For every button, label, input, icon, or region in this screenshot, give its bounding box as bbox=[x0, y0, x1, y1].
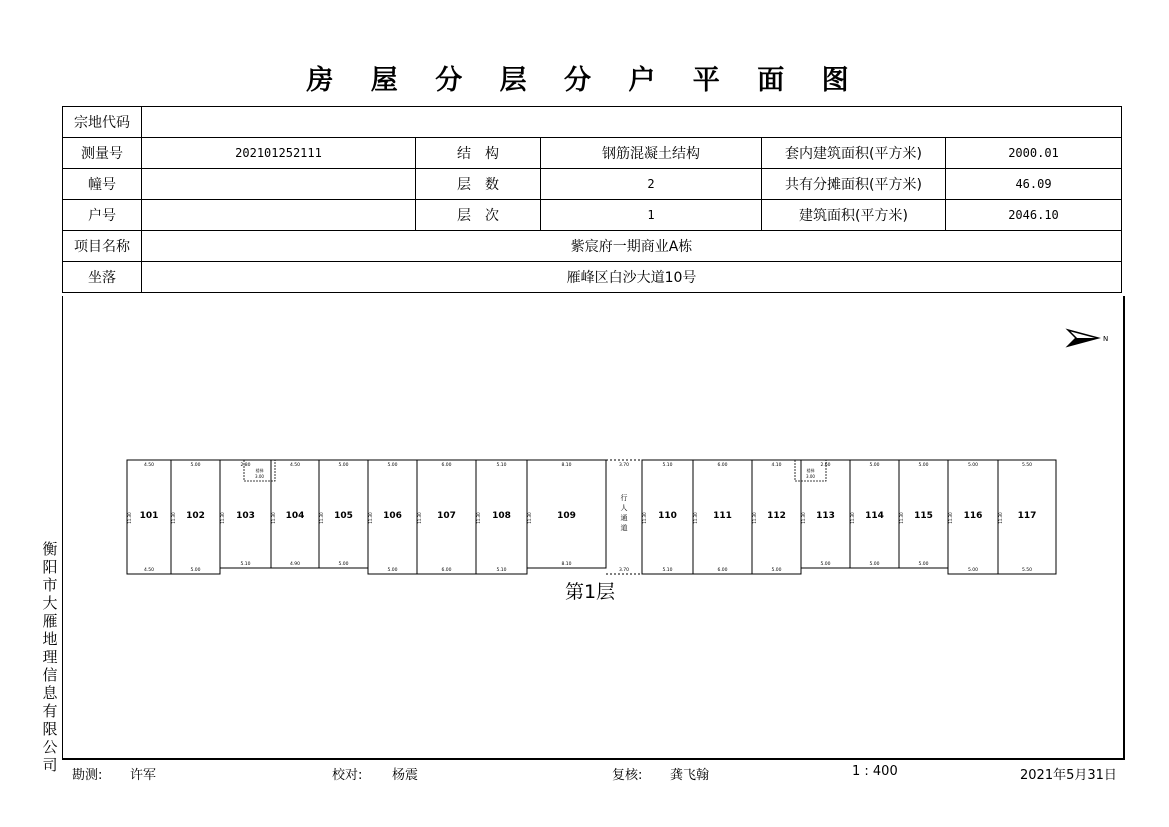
bottom-dimension: 5.00 bbox=[918, 562, 929, 567]
top-dimension: 5.50 bbox=[1021, 463, 1033, 468]
shared-area-label: 共有分摊面积(平方米) bbox=[762, 169, 946, 200]
unit-no-label: 户号 bbox=[63, 200, 142, 231]
company-name-vertical: 衡 阳 市 大 雁 地 理 信 息 有 限 公 司 bbox=[42, 540, 58, 774]
bottom-dimension: 3.70 bbox=[618, 568, 630, 573]
survey-no-label: 测量号 bbox=[63, 138, 142, 169]
room-label: 111 bbox=[713, 511, 732, 521]
bottom-dimension: 8.10 bbox=[561, 562, 572, 567]
bottom-dimension: 5.00 bbox=[190, 568, 201, 573]
page-title: 房 屋 分 层 分 户 平 面 图 bbox=[306, 65, 863, 96]
top-dimension: 5.00 bbox=[869, 463, 880, 468]
scale-text: 1 : 400 bbox=[852, 764, 898, 779]
stair-dimension: 3.00 bbox=[806, 474, 815, 479]
room-label: 104 bbox=[285, 511, 305, 521]
bottom-dimension: 4.90 bbox=[289, 562, 301, 567]
bottom-dimension: 5.00 bbox=[771, 568, 782, 573]
side-dimension: 11.30 bbox=[752, 512, 757, 524]
room-label: 108 bbox=[492, 511, 511, 521]
room-label: 110 bbox=[658, 511, 677, 521]
top-dimension: 5.00 bbox=[338, 463, 349, 468]
building-area-label: 建筑面积(平方米) bbox=[762, 200, 946, 231]
room-label: 117 bbox=[1017, 511, 1037, 521]
structure-label: 结 构 bbox=[416, 138, 541, 169]
side-dimension: 11.30 bbox=[220, 512, 225, 524]
room-label: 107 bbox=[437, 511, 456, 521]
inner-area-value: 2000.01 bbox=[946, 138, 1122, 169]
building-no-label: 幢号 bbox=[63, 169, 142, 200]
bottom-dimension: 6.00 bbox=[441, 568, 452, 573]
bottom-dimension: 5.10 bbox=[496, 568, 507, 573]
side-dimension: 11.30 bbox=[899, 512, 904, 524]
room-label: 103 bbox=[236, 511, 255, 521]
room-label: 道 bbox=[620, 524, 628, 532]
room-label: 通 bbox=[620, 514, 628, 522]
side-dimension: 11.30 bbox=[642, 512, 647, 524]
floor-value: 1 bbox=[541, 200, 762, 231]
top-dimension: 5.00 bbox=[918, 463, 929, 468]
side-dimension: 11.30 bbox=[271, 512, 276, 524]
checker-label: 校对: bbox=[332, 768, 363, 783]
side-dimension: 11.30 bbox=[127, 512, 132, 524]
room-label: 116 bbox=[963, 511, 983, 521]
bottom-dimension: 5.00 bbox=[967, 568, 979, 573]
top-dimension: 2.80 bbox=[240, 463, 251, 468]
reviewer-name: 龚飞翰 bbox=[670, 768, 710, 783]
bottom-dimension: 5.00 bbox=[338, 562, 349, 567]
top-dimension: 5.10 bbox=[662, 463, 673, 468]
room-label: 115 bbox=[914, 511, 933, 521]
floor-caption: 第1层 bbox=[564, 581, 616, 603]
survey-no-value: 202101252111 bbox=[142, 138, 416, 169]
bottom-dimension: 5.10 bbox=[240, 562, 251, 567]
room-label: 行 bbox=[620, 494, 628, 502]
top-dimension: 2.60 bbox=[820, 463, 831, 468]
inner-area-label: 套内建筑面积(平方米) bbox=[762, 138, 946, 169]
top-dimension: 4.50 bbox=[289, 463, 301, 468]
building-area-value: 2046.10 bbox=[946, 200, 1122, 231]
top-dimension: 4.10 bbox=[771, 463, 782, 468]
side-dimension: 11.30 bbox=[948, 512, 953, 524]
bottom-dimension: 6.00 bbox=[717, 568, 728, 573]
room-label: 114 bbox=[865, 511, 884, 521]
surveyor-label: 勘测: bbox=[72, 768, 103, 783]
side-dimension: 11.30 bbox=[417, 512, 422, 524]
side-dimension: 11.30 bbox=[171, 512, 176, 524]
bottom-dimension: 5.50 bbox=[1021, 568, 1033, 573]
room-label: 113 bbox=[816, 511, 835, 521]
room-label: 101 bbox=[139, 511, 159, 521]
reviewer-label: 复核: bbox=[612, 768, 643, 783]
bottom-dimension: 4.50 bbox=[143, 568, 155, 573]
room-label: 人 bbox=[620, 504, 628, 512]
date-text: 2021年5月31日 bbox=[1020, 768, 1117, 783]
top-dimension: 5.10 bbox=[496, 463, 507, 468]
side-dimension: 11.30 bbox=[319, 512, 324, 524]
room-label: 112 bbox=[767, 511, 786, 521]
top-dimension: 4.50 bbox=[143, 463, 155, 468]
surveyor-name: 许军 bbox=[130, 768, 157, 783]
side-dimension: 11.30 bbox=[998, 512, 1003, 524]
north-label: N bbox=[1103, 335, 1109, 343]
checker-name: 杨震 bbox=[392, 768, 419, 783]
top-dimension: 3.70 bbox=[618, 463, 630, 468]
top-dimension: 5.00 bbox=[387, 463, 398, 468]
side-dimension: 11.30 bbox=[368, 512, 373, 524]
room-label: 102 bbox=[186, 511, 205, 521]
bottom-dimension: 5.00 bbox=[387, 568, 398, 573]
top-dimension: 5.00 bbox=[190, 463, 201, 468]
bottom-dimension: 5.10 bbox=[662, 568, 673, 573]
bottom-dimension: 5.00 bbox=[869, 562, 880, 567]
floor-label: 层 次 bbox=[416, 200, 541, 231]
floors-label: 层 数 bbox=[416, 169, 541, 200]
land-code-label: 宗地代码 bbox=[63, 107, 142, 138]
location-value: 雁峰区白沙大道10号 bbox=[142, 262, 1122, 293]
top-dimension: 6.00 bbox=[441, 463, 452, 468]
side-dimension: 11.30 bbox=[801, 512, 806, 524]
structure-value: 钢筋混凝土结构 bbox=[541, 138, 762, 169]
project-label: 项目名称 bbox=[63, 231, 142, 262]
shared-area-value: 46.09 bbox=[946, 169, 1122, 200]
top-dimension: 8.10 bbox=[561, 463, 572, 468]
top-dimension: 5.00 bbox=[967, 463, 979, 468]
location-label: 坐落 bbox=[63, 262, 142, 293]
bottom-dimension: 5.00 bbox=[820, 562, 831, 567]
side-dimension: 11.30 bbox=[850, 512, 855, 524]
stair-label: 楼梯 bbox=[255, 468, 264, 473]
project-value: 紫宸府一期商业A栋 bbox=[142, 231, 1122, 262]
side-dimension: 11.30 bbox=[527, 512, 532, 524]
room-label: 109 bbox=[557, 511, 576, 521]
top-dimension: 6.00 bbox=[717, 463, 728, 468]
room-label: 105 bbox=[334, 511, 353, 521]
stair-label: 楼梯 bbox=[806, 468, 815, 473]
floors-value: 2 bbox=[541, 169, 762, 200]
north-arrow-icon bbox=[1068, 330, 1108, 346]
room-label: 106 bbox=[383, 511, 402, 521]
stair-dimension: 3.00 bbox=[255, 474, 264, 479]
side-dimension: 11.30 bbox=[693, 512, 698, 524]
side-dimension: 11.30 bbox=[476, 512, 481, 524]
